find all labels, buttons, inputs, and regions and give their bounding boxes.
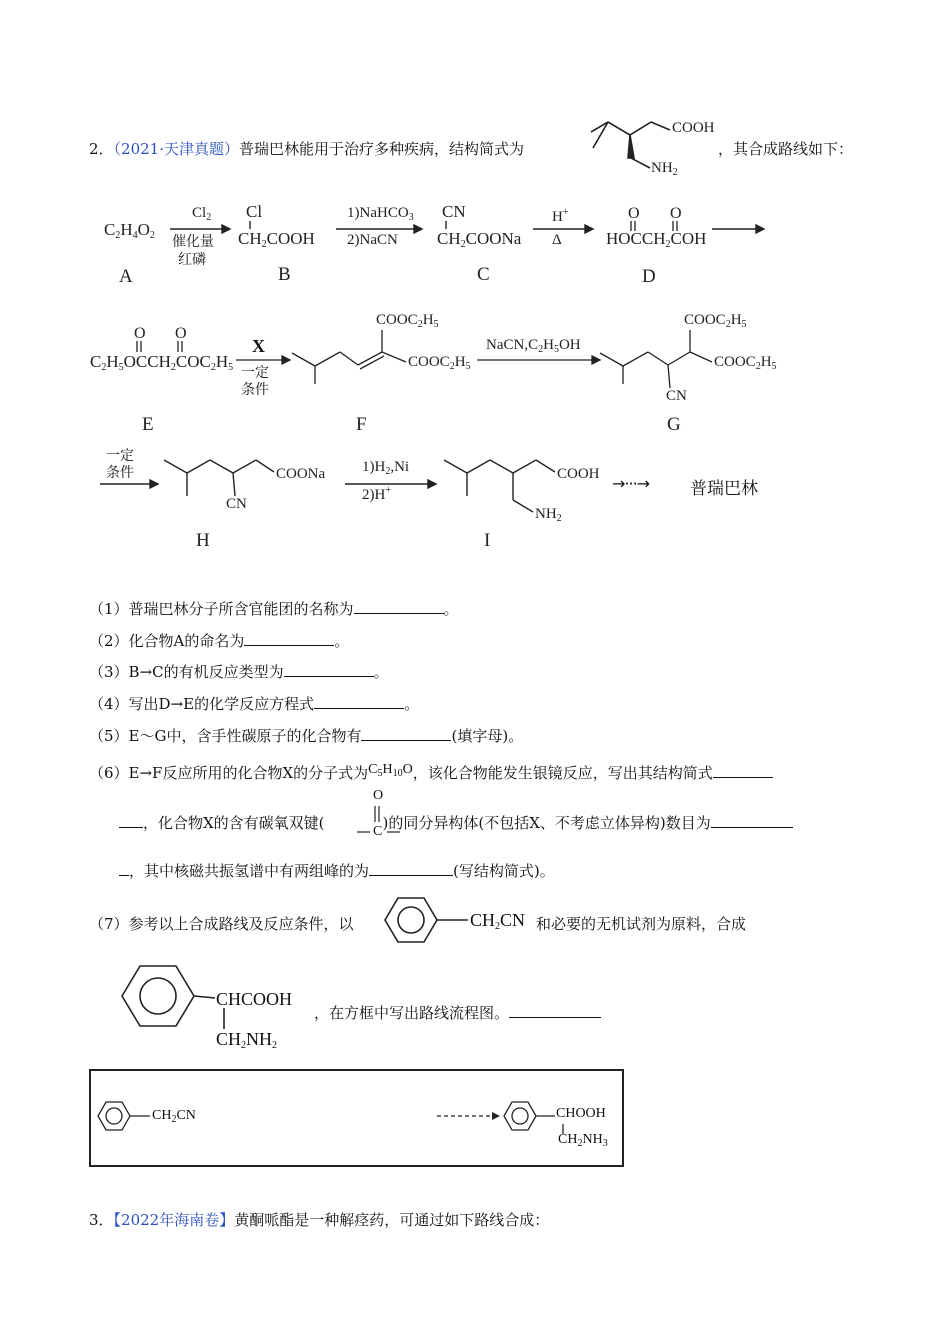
compound-C-top: CN (442, 202, 466, 221)
question-3-tail: 。 (373, 663, 389, 681)
step5-reagent: X (252, 336, 265, 356)
carbonyl-c: C (373, 824, 383, 839)
label-C: C (477, 264, 490, 285)
step7-condition-2: 条件 (106, 465, 134, 481)
carbonyl-o: O (373, 788, 384, 803)
label-A: A (119, 266, 133, 287)
question-6-line2-b: )的同分异构体(不包括X、不考虑立体异构)数目为 (382, 814, 711, 832)
compound-H-right: COONa (276, 466, 326, 482)
x-formula: $C_5H_{10}O$ (368, 762, 413, 779)
question-2-tail: 。 (334, 632, 350, 650)
pregabalin-nh2: $NH_2$ (651, 160, 678, 178)
compound-G-bottom: CN (666, 388, 687, 404)
q7-reagent: $CH_2CN$ (470, 910, 526, 932)
question-4-text: （4）写出D→E的化学反应方程式 (89, 695, 315, 713)
question-1-tail: 。 (443, 600, 459, 618)
compound-F-top: $COOC_2H_5$ (376, 312, 439, 330)
compound-H-bottom: CN (226, 496, 247, 512)
step6-reagent: $NaCN,C_2H_5OH$ (486, 337, 581, 355)
label-B: B (278, 264, 291, 285)
q7-target-bottom: $CH_2NH_2$ (216, 1029, 278, 1051)
step1-catalyst-2: 红磷 (178, 252, 206, 268)
box-start-label: $CH_2CN$ (152, 1108, 196, 1125)
compound-I-bottom: $NH_2$ (535, 506, 562, 524)
compound-G-top: $COOC_2H_5$ (684, 312, 747, 330)
question-6-line3-text: ，其中核磁共振氢谱中有两组峰的为 (129, 862, 370, 880)
question-6-line2-a: ，化合物X的含有碳氧双键( (143, 814, 325, 832)
question-number: 2． (89, 140, 114, 158)
compound-E-main: $C_2H_5OCCH_2COC_2H_5$ (90, 352, 234, 373)
step5-condition-1: 一定 (241, 365, 269, 381)
compound-C-main: $CH_2COONa$ (437, 229, 522, 250)
step8-reagent-1: $1)H_2,Ni$ (362, 459, 410, 477)
step7-condition-1: 一定 (106, 448, 134, 464)
compound-A-formula: $C_2H_4O_2$ (104, 220, 155, 241)
question-3-text: （3）B→C的有机反应类型为 (89, 663, 284, 681)
question-1-text: （1）普瑞巴林分子所含官能团的名称为 (89, 600, 354, 618)
question-3-header (89, 1210, 549, 1230)
compound-G-right: $COOC_2H_5$ (714, 354, 777, 372)
step2-reagent-2: 2)NaCN (347, 232, 398, 248)
question-3-number: 3． (89, 1211, 114, 1229)
step8-reagent-2: 2)H+ (362, 485, 391, 503)
step3-heat: Δ (552, 232, 562, 248)
svg-text:O: O (670, 205, 682, 222)
question-6-text: （6）E→F反应所用的化合物X的分子式为 (89, 764, 369, 782)
question-2-text: （2）化合物A的命名为 (89, 632, 245, 650)
svg-text:O: O (175, 325, 187, 342)
question-5-text: （5）E～G中，含手性碳原子的化合物有 (89, 727, 362, 745)
label-G: G (667, 414, 681, 435)
question-5-tail: (填字母)。 (451, 727, 524, 745)
question-4-tail: 。 (404, 695, 420, 713)
label-E: E (142, 414, 154, 435)
final-arrow: →···→ (612, 474, 650, 493)
question-intro: 普瑞巴林能用于治疗多种疾病，结构简式为 (239, 140, 525, 158)
compound-F-right: $COOC_2H_5$ (408, 354, 471, 372)
q7-target-top: CHCOOH (216, 989, 293, 1009)
question-6-text-tail: ，该化合物能发生银镜反应，写出其结构简式 (412, 764, 713, 782)
pregabalin-cooh: COOH (672, 120, 715, 136)
step2-reagent-1: 1)NaHCO$_3$ (347, 205, 414, 223)
step3-reagent: H+ (552, 207, 569, 225)
label-H: H (196, 530, 210, 551)
box-end-bottom: $CH_2NH_3$ (558, 1132, 608, 1149)
question-6-line3-tail: (写结构简式)。 (453, 862, 555, 880)
question-source: （2021·天津真题） (113, 140, 239, 158)
compound-B-main: $CH_2COOH$ (238, 229, 315, 250)
svg-text:O: O (134, 325, 146, 342)
step1-catalyst: 催化量 (172, 234, 214, 250)
step1-reagent: $Cl_2$ (192, 205, 212, 223)
question-7-text-a: （7）参考以上合成路线及反应条件，以 (89, 915, 354, 933)
label-D: D (642, 266, 656, 287)
compound-I-right: COOH (557, 466, 600, 482)
label-I: I (484, 530, 491, 551)
compound-B-top: Cl (246, 202, 263, 221)
question-3-text: 黄酮哌酯是一种解痉药，可通过如下路线合成： (234, 1211, 550, 1229)
question-intro-tail: ，其合成路线如下： (718, 140, 854, 158)
question-7-text-c-label: ，在方框中写出路线流程图。 (314, 1004, 510, 1022)
question-3-source: 【2022年海南卷】 (113, 1211, 235, 1229)
step5-condition-2: 条件 (241, 382, 269, 398)
compound-D-main: $HOCCH_2COH$ (606, 229, 707, 250)
label-F: F (356, 414, 367, 435)
question-7-text-b: 和必要的无机试剂为原料，合成 (536, 915, 747, 933)
box-end-top: CHOOH (556, 1106, 606, 1121)
svg-text:O: O (628, 205, 640, 222)
final-product: 普瑞巴林 (690, 479, 758, 499)
